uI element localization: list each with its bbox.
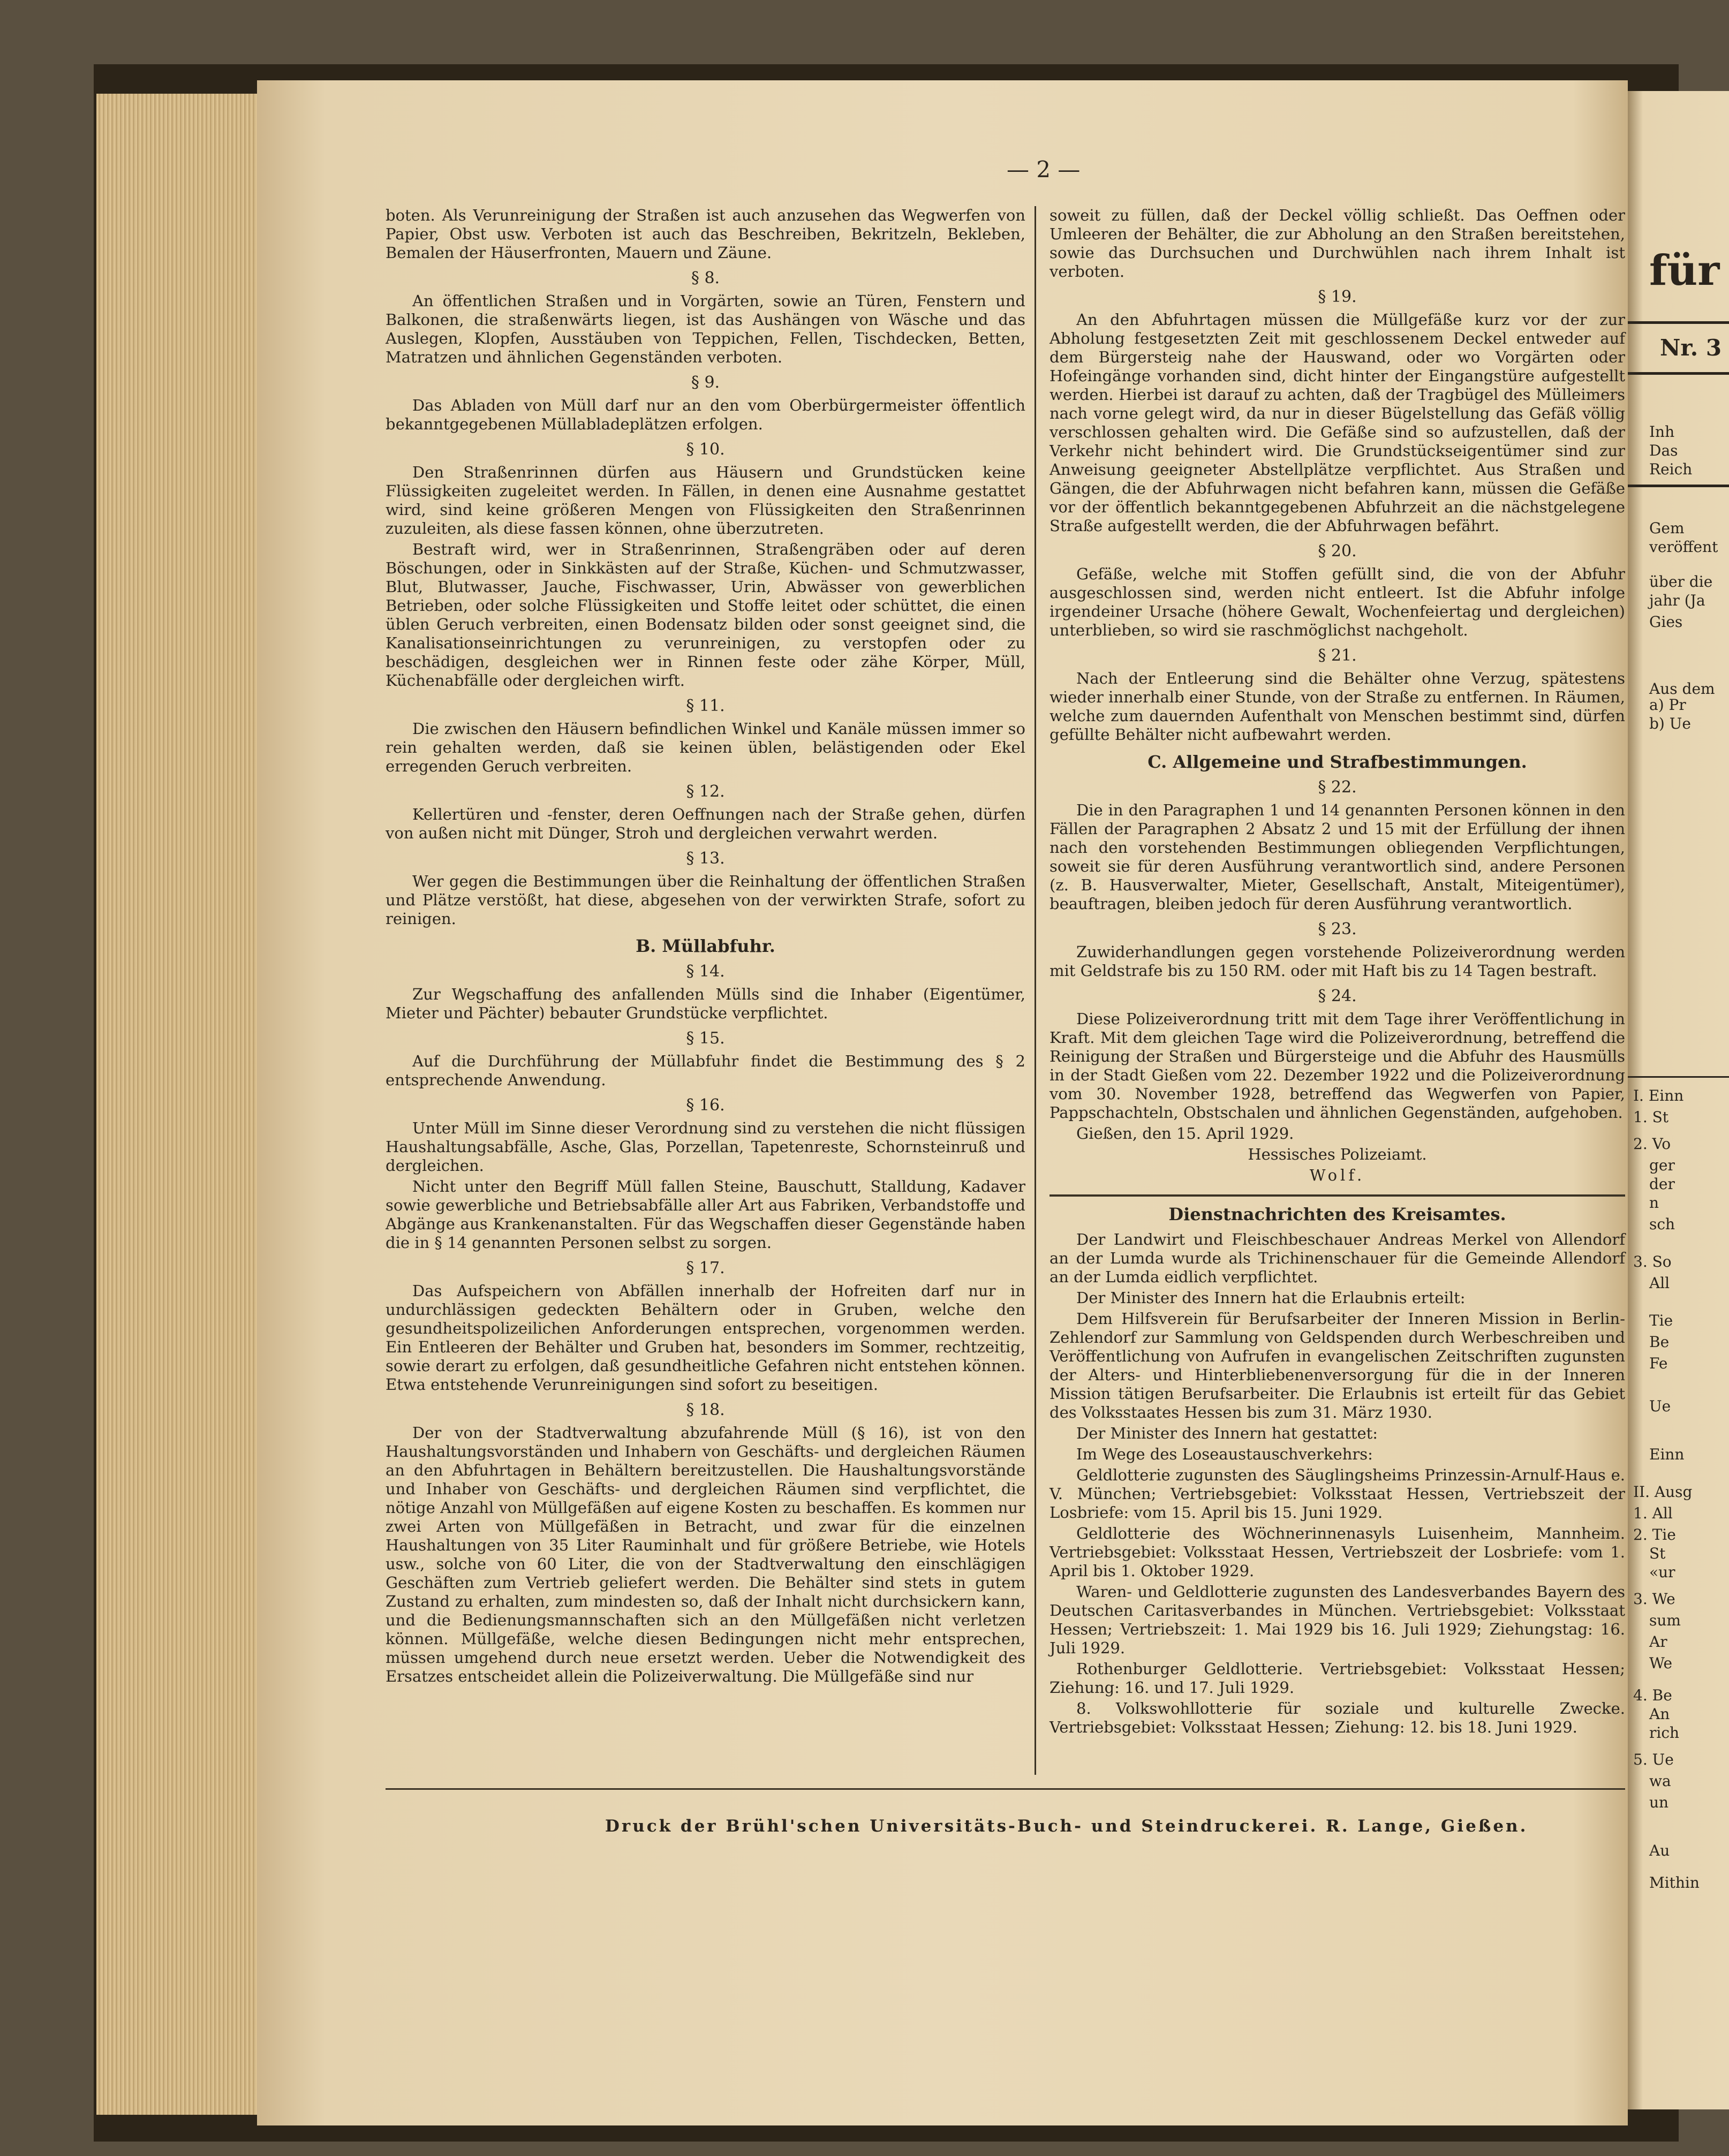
adjacent-page-line: 3. We [1633, 1590, 1675, 1608]
adjacent-page-line: sch [1649, 1215, 1675, 1233]
paragraph: Die zwischen den Häusern befindlichen Winkel und Kanäle müssen immer so rein gehalten werden, daß sie keinen üblen, belästigenden oder Ekel erregenden Geruch verbreiten. [386, 720, 1025, 775]
adjacent-page-line: wa [1649, 1772, 1671, 1790]
adjacent-page-title: für [1649, 246, 1720, 295]
adjacent-page-line: All [1649, 1274, 1670, 1292]
section-heading: § 22. [1318, 778, 1357, 797]
part-heading: B. Müllabfuhr. [636, 936, 775, 956]
section-heading: § 8. [691, 269, 720, 288]
section-heading: § 16. [686, 1096, 725, 1115]
printer-imprint: Druck der Brühl'schen Universitäts-Buch- und Steindruckerei. R. Lange, Gießen. [605, 1817, 1528, 1836]
adjacent-page-line: jahr (Ja [1649, 592, 1705, 609]
section-heading: § 23. [1318, 920, 1357, 939]
adjacent-page-line: Be [1649, 1333, 1670, 1351]
adjacent-page-line: ger [1649, 1156, 1675, 1174]
paragraph: Waren- und Geldlotterie zugunsten des Landesverbandes Bayern des Deutschen Caritasverbandes in München. Vertriebsgebiet: Volksstaat Hessen; Vertriebszeit: 1. Mai 1929 bis 16. Juli 1929; Ziehungstag: 16. Juli 1929. [1050, 1583, 1625, 1657]
paragraph: Zuwiderhandlungen gegen vorstehende Polizeiverordnung werden mit Geldstrafe bis zu 150 RM. oder mit Haft bis zu 14 Tagen bestraft. [1050, 943, 1625, 980]
section-heading: § 10. [686, 440, 725, 459]
adjacent-page-line: b) Ue [1649, 715, 1691, 732]
paragraph: Rothenburger Geldlotterie. Vertriebsgebiet: Volksstaat Hessen; Ziehung: 16. und 17. Juli 1929. [1050, 1660, 1625, 1697]
page-edges [96, 94, 257, 2115]
paragraph: Gefäße, welche mit Stoffen gefüllt sind, die von der Abfuhr ausgeschlossen sind, werden nicht entleert. Ist die Abfuhr infolge irgendeiner Ursache (höhere Gewalt, Wochenfeiertag und dergleichen) unterblieben, so wird sie raschmöglichst nachgeholt. [1050, 565, 1625, 639]
adjacent-page-line: rich [1649, 1724, 1680, 1742]
signature-name: Wolf. [1309, 1166, 1365, 1184]
adjacent-page-line: 1. All [1633, 1504, 1673, 1522]
adjacent-page-line: sum [1649, 1612, 1681, 1629]
adjacent-page-line: 3. So [1633, 1253, 1672, 1270]
column-divider [1035, 206, 1036, 1775]
section-heading: § 15. [686, 1029, 725, 1048]
adjacent-page-line: Gem [1649, 519, 1685, 537]
adjacent-page-line: Einn [1649, 1446, 1685, 1463]
adjacent-page-line: Mithin [1649, 1874, 1700, 1892]
adjacent-page-rule [1628, 372, 1729, 375]
paragraph: soweit zu füllen, daß der Deckel völlig schließt. Das Oeffnen oder Umleeren der Behälter, die zur Abholung an den Straßen bereitstehen, sowie das Durchsuchen und Durchwühlen nach ihrem Inhalt ist verboten. [1050, 206, 1625, 281]
paragraph: An den Abfuhrtagen müssen die Müllgefäße kurz vor der zur Abholung festgesetzten Zeit mit geschlossenem Deckel entweder auf dem Bürgersteig nahe der Hauswand, oder wo Vorgärten oder Hofeingänge vorhanden sind, dicht hinter der Eingangstüre aufgestellt werden. Hierbei ist darauf zu achten, daß der Tragbügel des Mülleimers nach vorne gelegt wird, da nur in dieser Bügelstellung das Gefäß völlig verschlossen gehalten wird. Die Gefäße sind so aufzustellen, daß der Verkehr nicht behindert wird. Die Grundstückseigentümer sind zur Anweisung geeigneter Abstellplätze verpflichtet. Aus Straßen und Gängen, die der Abfuhrwagen nicht befahren kann, müssen die Gefäße vor der öffentlich bekanntgegebenen Abfuhrzeit an die nächstgelegene Straße aufgestellt werden, die der Abfuhrwagen befährt. [1050, 311, 1625, 535]
paragraph: Gießen, den 15. April 1929. [1076, 1124, 1294, 1143]
adjacent-page-line: Ar [1649, 1633, 1667, 1651]
adjacent-page-line: Reich [1649, 460, 1693, 478]
paragraph: 8. Volkswohllotterie für soziale und kulturelle Zwecke. Vertriebsgebiet: Volksstaat Hessen; Ziehung: 12. bis 18. Juni 1929. [1050, 1699, 1625, 1736]
adjacent-page-line: un [1649, 1794, 1669, 1811]
adjacent-page-rule [1628, 485, 1729, 487]
adjacent-page-rule [1628, 321, 1729, 324]
adjacent-page-line: Fe [1649, 1355, 1668, 1372]
adjacent-page-line: 2. Vo [1633, 1135, 1671, 1153]
left-column [386, 206, 1025, 1688]
paragraph: Dem Hilfsverein für Berufsarbeiter der Inneren Mission in Berlin-Zehlendorf zur Sammlung von Geldspenden durch Werbeschreiben und Veröffentlichung von Aufrufen in evangelischen Zeitschriften zugunsten der Alters- und Hinterbliebenenversorgung für die in der Inneren Mission tätigen Berufsarbeiter. Die Erlaubnis ist erteilt für das Gebiet des Volksstaates Hessen bis zum 31. März 1930. [1050, 1310, 1625, 1421]
paragraph: Der Landwirt und Fleischbeschauer Andreas Merkel von Allendorf an der Lumda wurde als Trichinenschauer für die Gemeinde Allendorf an der Lumda eidlich verpflichtet. [1050, 1230, 1625, 1286]
paragraph: An öffentlichen Straßen und in Vorgärten, sowie an Türen, Fenstern und Balkonen, die straßenwärts liegen, ist das Aushängen von Wäsche und das Auslegen, Klopfen, Ausstäuben von Teppichen, Fellen, Tischdecken, Betten, Matratzen und ähnlichen Gegenständen verboten. [386, 292, 1025, 366]
section-divider [1050, 1194, 1625, 1197]
paragraph: Bestraft wird, wer in Straßenrinnen, Straßengräben oder auf deren Böschungen, oder in Sinkkästen auf der Straße, Küchen- und Schmutzwasser, Blut, Blutwasser, Jauche, Fischwasser, Urin, Abwässer von gewerblichen Betrieben, oder solche Flüssigkeiten und Stoffe leitet oder schüttet, die einen üblen Geruch verbreiten, einen Bodensatz bilden oder sonst geeignet sind, die Kanalisationseinrichtungen zu verunreinigen, zu verstopfen oder zu beschädigen, desgleichen wer in Rinnen feste oder zähe Körper, Müll, Küchenabfälle oder dergleichen wirft. [386, 540, 1025, 690]
adjacent-page-line: We [1649, 1654, 1673, 1672]
adjacent-page-line: An [1649, 1705, 1670, 1723]
adjacent-page-fragment [1628, 91, 1729, 2109]
right-column [1050, 206, 1625, 1739]
section-heading: § 24. [1318, 987, 1357, 1005]
adjacent-page-line: über die [1649, 573, 1713, 591]
section-heading: § 12. [686, 782, 725, 801]
signature-office: Hessisches Polizeiamt. [1248, 1145, 1427, 1163]
adjacent-page-line: Inh [1649, 423, 1675, 441]
paragraph: Diese Polizeiverordnung tritt mit dem Tage ihrer Veröffentlichung in Kraft. Mit dem gleichen Tage wird die Polizeiverordnung, betreffend die Reinigung der Straßen und Bürgersteige und die Abfuhr des Hausmülls in der Stadt Gießen vom 22. Dezember 1922 und die Polizeiverordnung vom 30. November 1928, betreffend das Wegwerfen von Papier, Pappschachteln, Obstschalen und ähnlichen Gegenständen, aufgehoben. [1050, 1010, 1625, 1122]
section-heading: § 18. [686, 1401, 725, 1419]
paragraph: Wer gegen die Bestimmungen über die Reinhaltung der öffentlichen Straßen und Plätze verstößt, hat diese, abgesehen von der verwirkten Strafe, sofort zu reinigen. [386, 872, 1025, 928]
paragraph: Die in den Paragraphen 1 und 14 genannten Personen können in den Fällen der Paragraphen 2 Absatz 2 und 15 mit der Erfüllung der ihnen nach den vorstehenden Bestimmungen obliegenden Verpflichtungen, soweit sie für deren Ausführung verantwortlich sind, andere Personen (z. B. Hausverwalter, Mieter, Gesellschaft, Anstalt, Miteigentümer), beauftragen, bleiben jedoch für deren Ausführung verantwortlich. [1050, 801, 1625, 913]
paragraph: Den Straßenrinnen dürfen aus Häusern und Grundstücken keine Flüssigkeiten zugeleitet werden. In Fällen, in denen eine Ausnahme gestattet wird, sind keine größeren Mengen von Flüssigkeiten den Straßenrinnen zuzuleiten, als diese fassen können, ohne überzutreten. [386, 463, 1025, 538]
adjacent-page-line: Das [1649, 442, 1678, 459]
adjacent-page-line: 4. Be [1633, 1686, 1672, 1704]
paragraph: Der Minister des Innern hat gestattet: [1076, 1424, 1378, 1442]
paragraph: Auf die Durchführung der Müllabfuhr findet die Bestimmung des § 2 entsprechende Anwendung. [386, 1052, 1025, 1089]
adjacent-page-line: Au [1649, 1842, 1670, 1859]
paragraph: Zur Wegschaffung des anfallenden Mülls sind die Inhaber (Eigentümer, Mieter und Pächter) bebauter Grundstücke verpflichtet. [386, 985, 1025, 1022]
section-heading: § 9. [691, 373, 720, 392]
paragraph: Nicht unter den Begriff Müll fallen Steine, Bauschutt, Stalldung, Kadaver sowie gewerbliche und Betriebsabfälle aller Art aus Fabriken, Verbandstoffe und Abgänge aus Krankenanstalten. Für das Wegschaffen dieser Gegenstände haben die in § 14 genannten Personen selbst zu sorgen. [386, 1177, 1025, 1252]
paragraph: boten. Als Verunreinigung der Straßen ist auch anzusehen das Wegwerfen von Papier, Obst usw. Verboten ist auch das Beschreiben, Bekritzeln, Bekleben, Bemalen der Häuserfronten, Mauern und Zäune. [386, 206, 1025, 262]
section-heading: § 19. [1318, 288, 1357, 306]
adjacent-page-line: n [1649, 1194, 1659, 1212]
adjacent-page-line: «ur [1649, 1563, 1675, 1581]
paragraph: Geldlotterie zugunsten des Säuglingsheims Prinzessin-Arnulf-Haus e. V. München; Vertriebsgebiet: Volksstaat Hessen, Vertriebszeit der Losbriefe: vom 15. April bis 15. Juni 1929. [1050, 1466, 1625, 1522]
part-heading: Dienstnachrichten des Kreisamtes. [1168, 1204, 1506, 1224]
paragraph: Kellertüren und -fenster, deren Oeffnungen nach der Straße gehen, dürfen von außen nicht mit Dünger, Stroh und dergleichen verwahrt werden. [386, 805, 1025, 842]
paragraph: Das Abladen von Müll darf nur an den vom Oberbürgermeister öffentlich bekanntgegebenen Müllabladeplätzen erfolgen. [386, 396, 1025, 433]
paragraph: Im Wege des Loseaustauschverkehrs: [1076, 1445, 1373, 1463]
adjacent-page-line: 1. St [1633, 1108, 1669, 1126]
footer-divider [386, 1788, 1625, 1790]
section-heading: § 17. [686, 1259, 725, 1277]
paragraph: Unter Müll im Sinne dieser Verordnung sind zu verstehen die nicht flüssigen Haushaltungsabfälle, Asche, Glas, Porzellan, Tapetenreste, Schornsteinruß und dergleichen. [386, 1119, 1025, 1175]
section-heading: § 21. [1318, 646, 1357, 665]
page-number: — 2 — [1007, 156, 1081, 183]
adjacent-page-line: 2. Tie [1633, 1526, 1676, 1544]
adjacent-page-line: 5. Ue [1633, 1751, 1674, 1768]
adjacent-page-rule [1628, 1076, 1729, 1078]
adjacent-page-line: a) Pr [1649, 696, 1686, 714]
adjacent-page-line: Gies [1649, 613, 1683, 631]
section-heading: § 14. [686, 962, 725, 981]
part-heading: C. Allgemeine und Strafbestimmungen. [1147, 752, 1527, 772]
adjacent-page-line: der [1649, 1175, 1675, 1193]
section-heading: § 11. [686, 697, 725, 715]
adjacent-page-line: Aus dem [1649, 680, 1715, 698]
adjacent-page-line: Tie [1649, 1312, 1673, 1329]
adjacent-page-line: Ue [1649, 1397, 1671, 1415]
adjacent-page-issue: Nr. 3 [1660, 335, 1722, 361]
section-heading: § 13. [686, 849, 725, 868]
adjacent-page-line: veröffent [1649, 538, 1718, 556]
adjacent-page-line: II. Ausg [1633, 1483, 1693, 1501]
adjacent-page-line: St [1649, 1545, 1666, 1562]
paragraph: Geldlotterie des Wöchnerinnenasyls Luisenheim, Mannheim. Vertriebsgebiet: Volksstaat Hessen, Vertriebszeit der Losbriefe: vom 1. April bis 1. Oktober 1929. [1050, 1524, 1625, 1580]
paragraph: Der von der Stadtverwaltung abzufahrende Müll (§ 16), ist von den Haushaltungsvorständen und Inhabern von Geschäfts- und dergleichen Räumen an den Abfuhrtagen in Behältern bereitzustellen. Die Haushaltungsvorstände und Inhaber von Geschäfts- und dergleichen Räumen sind verpflichtet, die nötige Anzahl von Müllgefäßen auf eigene Kosten zu beschaffen. Es kommen nur zwei Arten von Müllgefäßen in Betracht, und zwar für die einzelnen Haushaltungen von 35 Liter Rauminhalt und für größere Betriebe, wie Hotels usw., solche von 60 Liter, die von der Stadtverwaltung den einschlägigen Geschäften zum Vertrieb geliefert werden. Die Behälter sind stets in gutem Zustand zu erhalten, zum mindesten so, daß der Inhalt nicht durchsickern kann, und die Bedienungsmannschaften sich an den Müllgefäßen nicht verletzen können. Müllgefäße, welche diesen Bedingungen nicht mehr entsprechen, müssen umgehend durch neue ersetzt werden. Ueber die Notwendigkeit des Ersatzes entscheidet allein die Polizeiverwaltung. Die Müllgefäße sind nur [386, 1424, 1025, 1685]
paragraph: Das Aufspeichern von Abfällen innerhalb der Hofreiten darf nur in undurchlässigen gedeckten Behältern oder in Gruben, welche den gesundheitspolizeilichen Anforderungen entsprechen, vorgenommen werden. Ein Entleeren der Behälter und Gruben hat, besonders im Sommer, rechtzeitig, sowie derart zu erfolgen, daß gesundheitliche Gefahren nicht entstehen können. Etwa entstehende Verunreinigungen sind sofort zu beseitigen. [386, 1282, 1025, 1394]
paragraph: Der Minister des Innern hat die Erlaubnis erteilt: [1076, 1289, 1466, 1307]
paragraph: Nach der Entleerung sind die Behälter ohne Verzug, spätestens wieder innerhalb einer Stunde, von der Straße zu entfernen. In Räumen, welche zum dauernden Aufenthalt von Menschen bestimmt sind, dürfen gefüllte Behälter nicht aufbewahrt werden. [1050, 669, 1625, 744]
adjacent-page-line: I. Einn [1633, 1087, 1684, 1105]
section-heading: § 20. [1318, 542, 1357, 561]
